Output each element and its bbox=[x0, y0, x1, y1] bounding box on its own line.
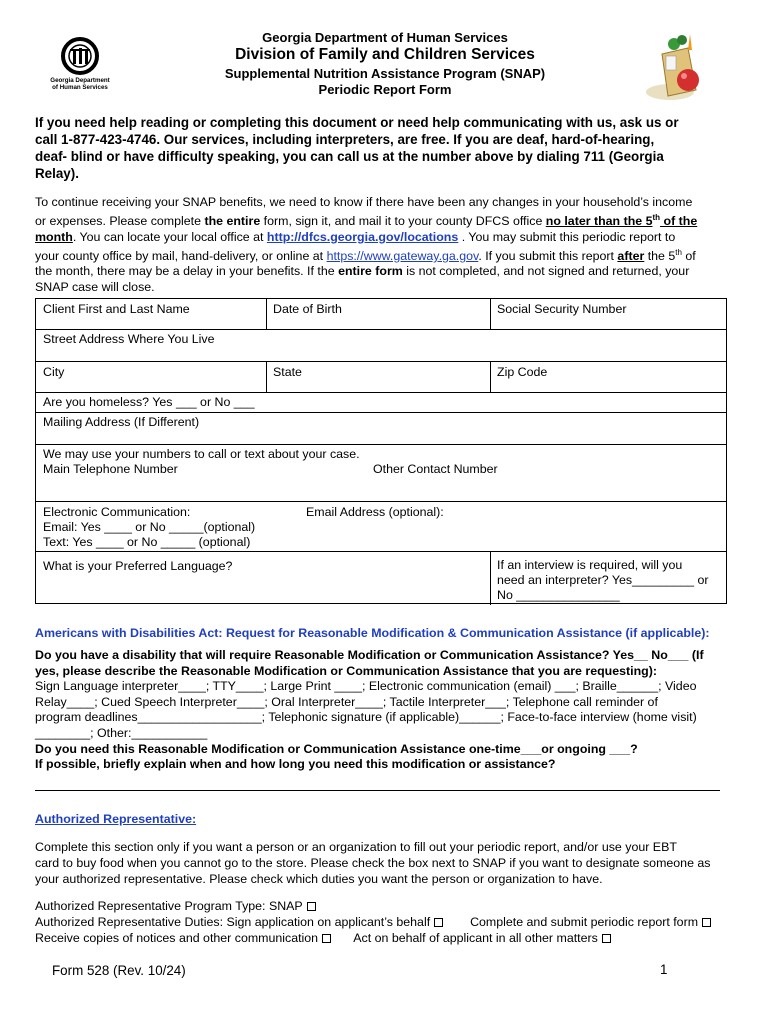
authorized-rep-body bbox=[35, 839, 725, 888]
duty-notices-label: Receive copies of notices and other communication bbox=[35, 931, 319, 946]
page-number: 1 bbox=[660, 962, 668, 977]
ada-question-1b: yes, please describe the Reasonable Modification or Communication Assistance that you are requesting): bbox=[35, 663, 657, 678]
authorized-rep-line: card to buy food when you cannot go to the store. Please check the box next to SNAP if you want to designate someone as bbox=[35, 856, 711, 871]
ecomm-label: Electronic Communication: bbox=[43, 505, 191, 519]
duties-label: Authorized Representative Duties: Sign application on applicant’s behalf bbox=[35, 915, 431, 930]
intro-line: month. You can locate your local office at http://dfcs.georgia.gov/locations . You may submit this periodic report to bbox=[35, 229, 676, 244]
ecomm-text-option[interactable]: Text: Yes ____ or No _____ (optional) bbox=[43, 535, 251, 549]
email-address-field[interactable]: Email Address (optional): bbox=[306, 505, 444, 519]
street-address-field[interactable]: Street Address Where You Live bbox=[43, 332, 215, 346]
intro-line: or expenses. Please complete the entire form, sign it, and mail it to your county DFCS office no later than the 5th of the bbox=[35, 213, 698, 229]
main-phone-field[interactable]: Main Telephone Number bbox=[43, 462, 178, 476]
phone-note: We may use your numbers to call or text about your case. bbox=[43, 447, 360, 461]
homeless-question[interactable]: Are you homeless? Yes ___ or No ___ bbox=[43, 395, 255, 409]
duty-other-label: Act on behalf of applicant in all other matters bbox=[353, 931, 598, 946]
dfcs-locations-link[interactable]: http://dfcs.georgia.gov/locations bbox=[266, 229, 459, 244]
intro-line: your county office by mail, hand-delivery, or online at https://www.gateway.ga.gov. If you submit this report after the 5th of bbox=[35, 248, 696, 264]
ada-question-3: If possible, briefly explain when and how long you need this modification or assistance? bbox=[35, 757, 556, 772]
authorized-rep-duties bbox=[35, 898, 725, 947]
ada-question-2[interactable]: Do you need this Reasonable Modification or Communication Assistance one-time___or ongoing ___? bbox=[35, 741, 638, 756]
ada-options-line-4[interactable]: ________; Other:___________ bbox=[35, 725, 208, 740]
intro-paragraph bbox=[35, 195, 725, 295]
ssn-field[interactable]: Social Security Number bbox=[497, 302, 627, 316]
client-name-field[interactable]: Client First and Last Name bbox=[43, 302, 190, 316]
gateway-link[interactable]: https://www.gateway.ga.gov bbox=[326, 249, 479, 264]
city-field[interactable]: City bbox=[43, 365, 65, 379]
logo-caption-1: Georgia Department bbox=[50, 77, 110, 84]
help-line-1: If you need help reading or completing this document or need help communicating with us, ask us or bbox=[35, 115, 679, 130]
ada-question-1a[interactable]: Do you have a disability that will require Reasonable Modification or Communication Assistance? Yes__ No___ (If bbox=[35, 648, 704, 662]
help-notice bbox=[35, 114, 725, 182]
ada-section-body bbox=[35, 648, 725, 773]
authorized-rep-title: Authorized Representative: bbox=[35, 812, 197, 826]
ada-options-line-3[interactable]: program deadlines__________________; Telephonic signature (if applicable)______; Face-to-face interview (home visit) bbox=[35, 710, 697, 725]
notices-checkbox[interactable] bbox=[322, 934, 331, 943]
intro-line: the month, there may be a delay in your benefits. If the entire form is not completed, and not signed and returned, your bbox=[35, 264, 690, 279]
section-divider bbox=[35, 790, 720, 791]
duties-row-1 bbox=[35, 914, 725, 930]
help-line-2: call 1-877-423-4746. Our services, including interpreters, are free. If you are deaf, hard-of-hearing, bbox=[35, 132, 655, 147]
ecomm-email-option[interactable]: Email: Yes ____ or No _____(optional) bbox=[43, 520, 256, 534]
client-info-table bbox=[35, 298, 727, 604]
interpreter-question-1: If an interview is required, will you bbox=[497, 558, 683, 572]
form-number: Form 528 (Rev. 10/24) bbox=[52, 963, 186, 978]
periodic-report-checkbox[interactable] bbox=[702, 918, 711, 927]
other-matters-checkbox[interactable] bbox=[602, 934, 611, 943]
other-phone-field[interactable]: Other Contact Number bbox=[373, 462, 498, 476]
sign-application-checkbox[interactable] bbox=[434, 918, 443, 927]
interpreter-question-2[interactable]: need an interpreter? Yes_________ or bbox=[497, 573, 709, 587]
ada-options-line-1[interactable]: Sign Language interpreter____; TTY____; Large Print ____; Electronic communication (email) ___; Braille______; Video bbox=[35, 679, 697, 694]
zip-field[interactable]: Zip Code bbox=[497, 365, 548, 379]
intro-line: To continue receiving your SNAP benefits, we need to know if there have been any changes in your household’s income bbox=[35, 195, 693, 209]
program-type-row bbox=[35, 898, 725, 914]
duties-row-2 bbox=[35, 930, 725, 946]
form-title: Periodic Report Form bbox=[318, 82, 452, 97]
help-line-4: Relay). bbox=[35, 166, 79, 181]
authorized-rep-line: Complete this section only if you want a person or an organization to fill out your periodic report, and/or use your EBT bbox=[35, 840, 677, 854]
help-line-3: deaf- blind or have difficulty speaking, you can call us at the number above by dialing 711 (Georgia bbox=[35, 149, 664, 164]
state-field[interactable]: State bbox=[273, 365, 302, 379]
ada-options-line-2[interactable]: Relay____; Cued Speech Interpreter____; Oral Interpreter____; Tactile Interpreter___; Telephone call reminder of bbox=[35, 694, 658, 709]
agency-name: Georgia Department of Human Services bbox=[262, 30, 508, 45]
logo-caption-2: of Human Services bbox=[52, 84, 108, 91]
snap-checkbox[interactable] bbox=[307, 902, 316, 911]
division-name: Division of Family and Children Services bbox=[235, 46, 535, 63]
intro-line: SNAP case will close. bbox=[35, 279, 155, 294]
program-type-label: Authorized Representative Program Type: SNAP bbox=[35, 899, 303, 913]
mailing-address-field[interactable]: Mailing Address (If Different) bbox=[43, 415, 200, 429]
authorized-rep-line: your authorized representative. Please check which duties you want the person or organization to have. bbox=[35, 872, 603, 887]
interpreter-question-3[interactable]: No _______________ bbox=[497, 588, 620, 602]
ada-section-title: Americans with Disabilities Act: Request for Reasonable Modification & Communication Assistance (if applicable): bbox=[35, 626, 710, 640]
dob-field[interactable]: Date of Birth bbox=[273, 302, 342, 316]
preferred-language-field[interactable]: What is your Preferred Language? bbox=[43, 559, 233, 573]
duty-periodic-label: Complete and submit periodic report form bbox=[470, 915, 699, 930]
program-name: Supplemental Nutrition Assistance Program (SNAP) bbox=[224, 66, 546, 81]
